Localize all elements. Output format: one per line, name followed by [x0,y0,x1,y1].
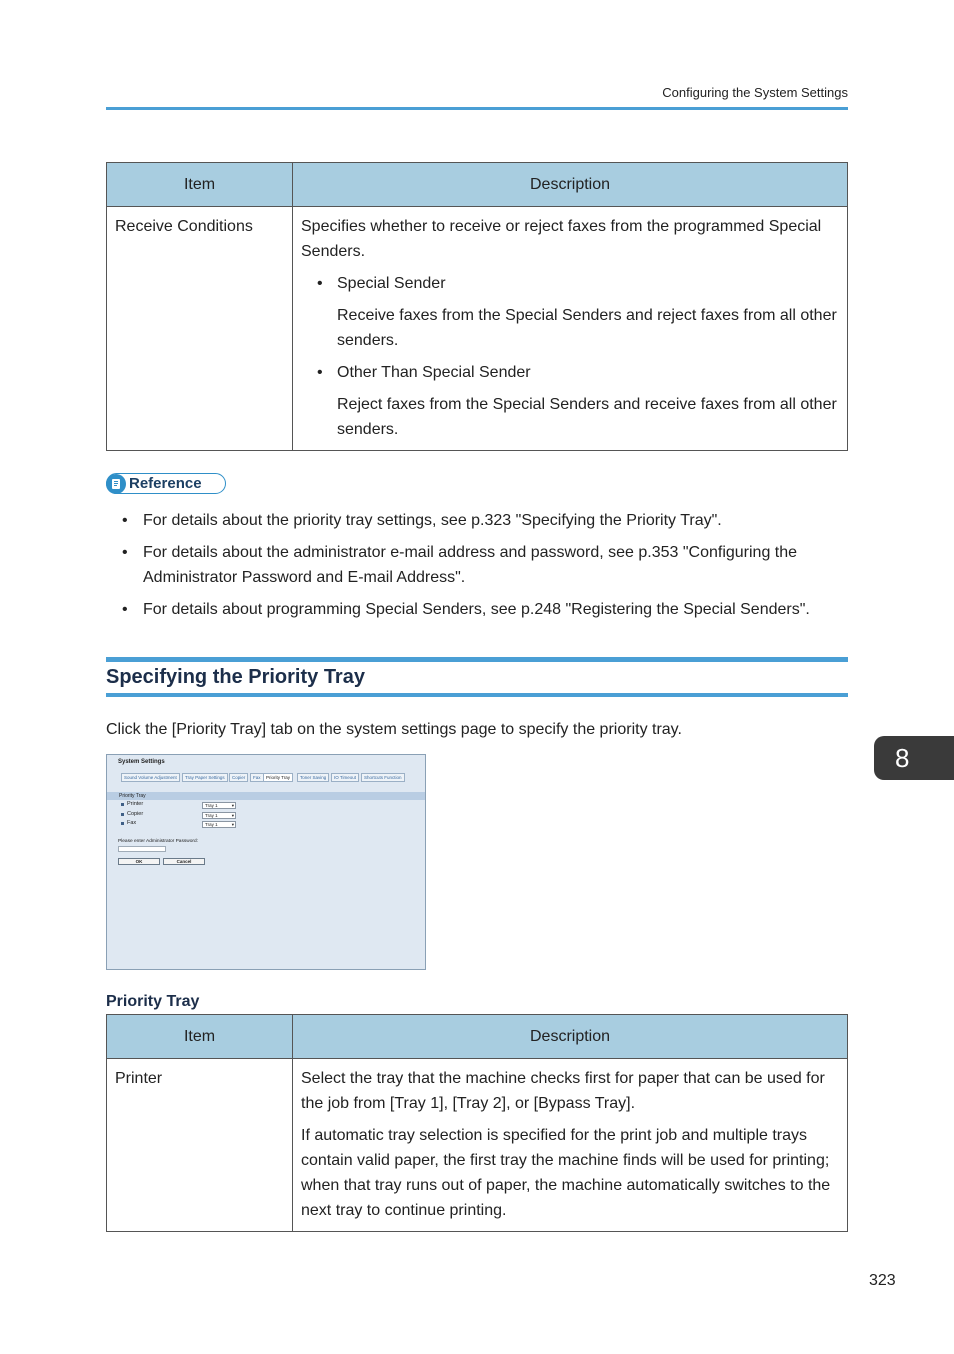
bullet-icon [121,813,124,816]
copier-tray-select[interactable] [202,812,236,819]
cell-description [293,1059,848,1232]
ok-button[interactable]: OK [118,858,160,865]
row-label-fax: Fax [127,820,137,826]
bullet-icon [121,803,124,806]
reference-list [106,508,848,629]
description-text: If automatic tray selection is specified for the print job and multiple trays contain valid paper, the first tray the machine finds will be used for printing; when that tray runs out of paper, the machine automatically switches to the next tray to continue printing. [301,1127,831,1219]
list-item: • For details about the priority tray settings, see p.323 "Specifying the Priority Tray". [106,508,848,533]
reference-label: Reference [129,475,202,492]
tab-shortcuts-function[interactable]: Shortcuts Function [361,773,405,782]
tab-copier[interactable]: Copier [229,773,248,782]
chevron-down-icon: ▾ [231,803,234,808]
row-label-copier: Copier [127,811,144,817]
option-label: • Other Than Special Sender [301,360,839,385]
cancel-button[interactable]: Cancel [163,858,205,865]
table-header-row [107,1015,848,1059]
tab-priority-tray[interactable]: Priority Tray [263,773,293,782]
reference-badge [106,473,226,494]
option-note: Reject faxes from the Special Senders and receive faxes from all other senders. [337,396,837,438]
selected-value: Tray 1 [205,813,218,818]
section-intro: Click the [Priority Tray] tab on the system settings page to specify the priority tray. [106,721,682,738]
table-row [107,1059,848,1232]
tab-sound-volume[interactable]: Sound Volume Adjustment [121,773,180,782]
password-prompt: Please enter Administrator Password: [118,839,198,844]
table-caption: Priority Tray [106,993,200,1010]
selected-value: Tray 1 [205,803,218,808]
system-settings-screenshot [106,754,426,970]
chevron-down-icon: ▾ [231,822,234,827]
tab-toner-saving[interactable]: Toner Saving [297,773,329,782]
bullet-icon [121,822,124,825]
cell-item: Printer [107,1059,293,1232]
chapter-tab: 8 [874,736,954,780]
fax-tray-select[interactable] [202,821,236,828]
section-title: Specifying the Priority Tray [106,666,365,688]
option-list [301,271,839,442]
row-label-printer: Printer [127,801,144,807]
band-label: Priority Tray [119,793,146,799]
column-header-item: Item [107,163,293,207]
header-rule [106,107,848,110]
password-input[interactable] [118,846,166,852]
selected-value: Tray 1 [205,822,218,827]
cell-description [293,207,848,451]
column-header-description: Description [293,163,848,207]
list-item: • For details about the administrator e-mail address and password, see p.353 "Configuring the Administrator Password and E-mail Address". [106,540,848,590]
printer-tray-select[interactable] [202,802,236,809]
column-header-item: Item [107,1015,293,1059]
list-item: • For details about programming Special Senders, see p.248 "Registering the Special Senders". [106,597,848,622]
option-note: Receive faxes from the Special Senders and reject faxes from all other senders. [337,307,837,349]
tab-io-timeout[interactable]: IO Timeout [331,773,359,782]
cell-item: Receive Conditions [107,207,293,451]
receive-conditions-table [106,162,848,451]
priority-tray-band [107,792,425,800]
table-row [107,207,848,451]
page-number: 323 [869,1272,896,1289]
running-header: Configuring the System Settings [662,85,848,100]
description-text: Select the tray that the machine checks first for paper that can be used for the job from [Tray 1], [Tray 2], or [Bypass Tray]. [301,1070,825,1112]
reference-note-icon [106,474,126,494]
table-header-row [107,163,848,207]
description-text: Specifies whether to receive or reject faxes from the programmed Special Senders. [301,218,822,260]
section-rule-bottom [106,693,848,697]
section-rule-top [106,657,848,662]
tab-fax[interactable]: Fax [250,773,264,782]
chevron-down-icon: ▾ [231,813,234,818]
tab-tray-paper-settings[interactable]: Tray Paper Settings [182,773,228,782]
screenshot-title: System Settings [118,759,165,765]
option-label: • Special Sender [301,271,839,296]
column-header-description: Description [293,1015,848,1059]
priority-tray-table [106,1014,848,1232]
